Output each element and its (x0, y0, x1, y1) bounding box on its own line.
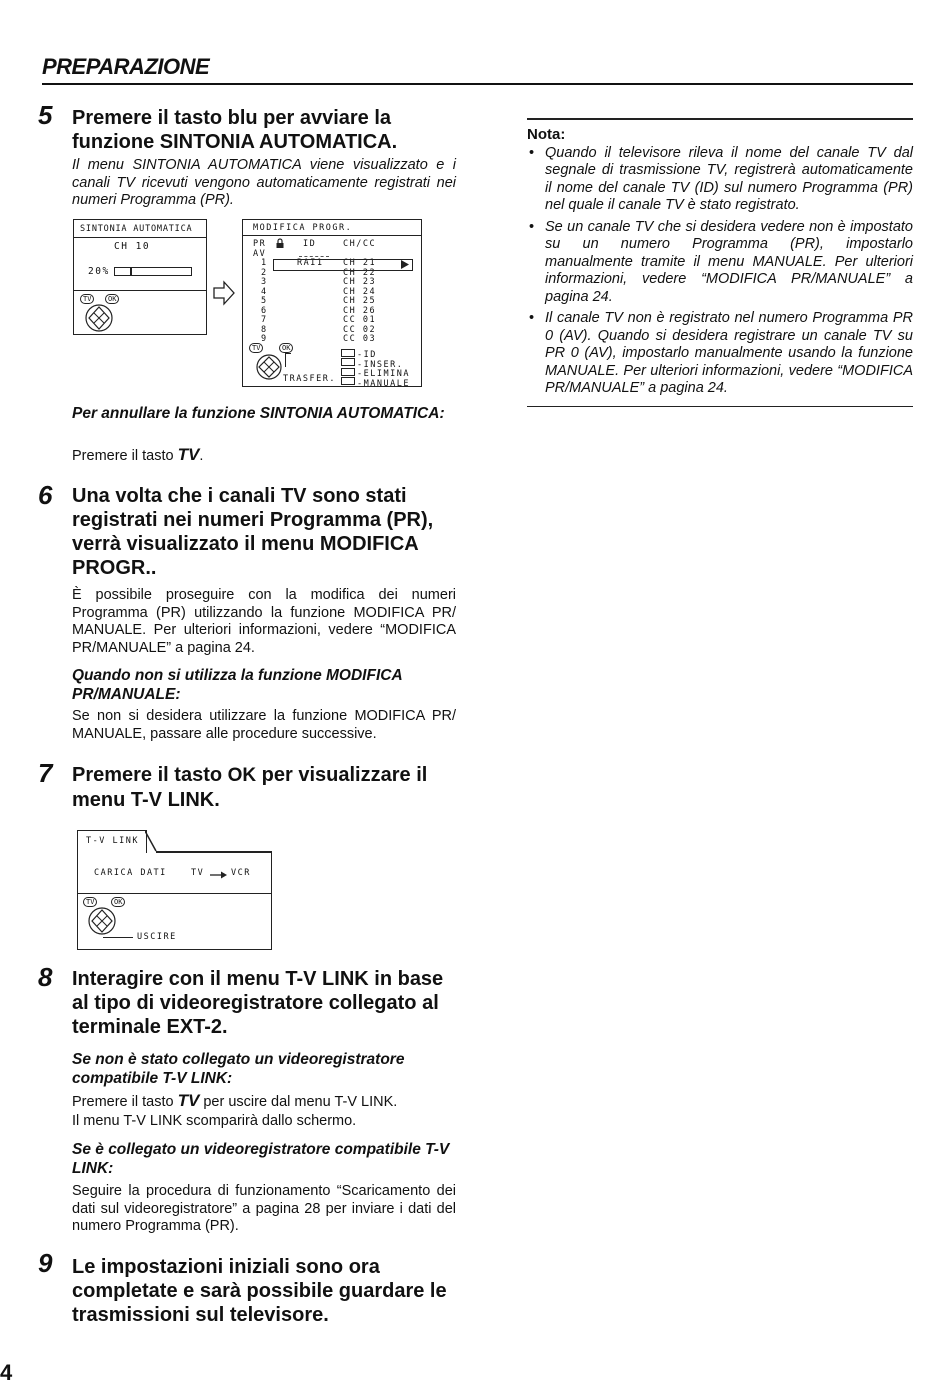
sub1-prefix: Premere il tasto (72, 1094, 178, 1110)
osd-edit-ok-button: OK (279, 343, 293, 353)
page-section-title: PREPARAZIONE (42, 54, 210, 79)
step-6-number: 6 (38, 480, 53, 510)
legend-label: -ELIMINA (357, 369, 410, 379)
osd-auto-title: SINTONIA AUTOMATICA (80, 224, 193, 234)
step-6-sub-heading: Quando non si utilizza la funzione MODIFICA PR/MANUALE: (72, 667, 403, 703)
osd-tvlink-tv-button: TV (83, 897, 97, 907)
legend-label: -MANUALE (357, 378, 410, 389)
osd-auto-percent: 20% (88, 266, 110, 277)
program-row-pr: 4 (261, 286, 268, 297)
step-8-title: Interagire con il menu T-V LINK in base al tipo di videoregistratore collegato al terminale EXT-2. (72, 968, 444, 1038)
step-5-cancel-text (72, 446, 456, 466)
osd-tvlink-footer-rule (77, 893, 271, 894)
program-row-pr: 6 (261, 305, 268, 316)
program-row-pr: 9 (261, 334, 268, 344)
osd-auto-progress-fill (115, 268, 132, 275)
osd-edit-col-id: ID (303, 239, 317, 249)
program-row-ch: CH 26 (343, 305, 377, 316)
note-bottom-rule (527, 406, 913, 408)
legend-label: -INSER. (357, 359, 404, 370)
cancel-text-prefix: Premere il tasto (72, 448, 178, 464)
osd-tvlink-tab-slope (145, 830, 157, 852)
note-item-text: Se un canale TV che si desidera vedere non è impostato su un numero Programma (PR), impostarlo manualmente tramite il menu MANUALE. Per ulteriori informazioni, vedere “MODIFICA PR/MANUALE” a pagina 24. (545, 218, 913, 305)
program-row-ch: CH 24 (343, 286, 377, 297)
step-5-body: Il menu SINTONIA AUTOMATICA viene visualizzato e i canali TV ricevuti vengono automaticamente registrati nei numeri Programma (PR). (72, 157, 456, 208)
osd-edit-dpad-icon (255, 354, 283, 380)
osd-tvlink-tab-label: T-V LINK (86, 836, 139, 846)
osd-edit-av-dash (299, 256, 329, 257)
long-arrow-right-icon (209, 870, 229, 880)
step-6-body: È possibile proseguire con la modifica dei numeri Programma (PR) utilizzando la funzione MODIFICA PR/ MANUALE. Per ulteriori informazioni, vedere “MODIFICA PR/MANUALE” a pagina 24. (72, 587, 456, 656)
osd-tvlink-ok-button: OK (111, 897, 125, 907)
header-divider (42, 83, 913, 85)
osd-tvlink-vcr: VCR (231, 868, 251, 878)
program-row-ch: CC 02 (343, 324, 377, 335)
step-6-sub-body: Se non si desidera utilizzare la funzione MODIFICA PR/ MANUALE, passare alle procedure successive. (72, 708, 456, 742)
right-arrow-icon (212, 280, 236, 306)
bullet-icon: • (529, 310, 535, 326)
step-6-title: Una volta che i canali TV sono stati registrati nei numeri Programma (PR), verrà visualizzato il menu MODIFICA PROGR.. (72, 485, 434, 579)
osd-edit-title: MODIFICA PROGR. (253, 223, 353, 233)
step-8-number: 8 (38, 962, 53, 992)
osd-tvlink-top-rule (156, 851, 272, 853)
step-8-sub1-line1 (72, 1092, 456, 1112)
step-7-title-suffix: per visualizzare il menu T-V LINK. (72, 764, 428, 811)
osd-auto-footer-rule (74, 290, 206, 291)
tv-key-label: TV (177, 445, 200, 464)
program-row-id: RAI1 (297, 258, 324, 268)
osd-edit-trasfer-label: TRASFER. (283, 374, 336, 384)
step-9-number: 9 (38, 1248, 53, 1278)
osd-auto-progress-bar (114, 267, 192, 276)
program-row-pr: 7 (261, 315, 268, 325)
osd-auto-ok-button: OK (105, 294, 119, 304)
legend-label: -ID (357, 350, 377, 360)
bullet-icon: • (529, 144, 535, 161)
legend-item (341, 373, 410, 391)
page-number: 4 (0, 1360, 13, 1385)
program-row-pr: 5 (261, 296, 268, 306)
step-7-number: 7 (38, 758, 53, 788)
sub1-suffix: per uscire dal menu T-V LINK. (199, 1094, 398, 1110)
osd-edit-leader-tick (285, 353, 291, 354)
step-7-title (72, 763, 456, 812)
note-title: Nota: (527, 125, 566, 143)
osd-edit-av-row: AV (253, 249, 267, 259)
note-item (527, 219, 913, 307)
osd-tvlink-tab (77, 830, 147, 853)
note-box (527, 118, 913, 407)
note-item-text: Il canale TV non è registrato nel numero Programma PR 0 (AV). Quando si desidera registrare un canale TV su PR 0 (AV), impostarlo manualmente usando la funzione MANUALE. Per ulteriori informazioni, vedere “MODIFICA PR/MANUALE” a pagina 24. (545, 310, 913, 396)
program-row-ch: CH 21 (343, 258, 377, 268)
bullet-icon: • (529, 218, 535, 235)
osd-edit-tv-button: TV (249, 343, 263, 353)
program-row-pr: 1 (261, 258, 268, 268)
program-row-ch: CH 25 (343, 296, 377, 306)
step-8-sub1-line2: Il menu T-V LINK scomparirà dallo schermo. (72, 1113, 357, 1129)
step-5-cancel-heading: Per annullare la funzione SINTONIA AUTOMATICA: (72, 405, 445, 422)
tv-key-label-2: TV (177, 1091, 200, 1110)
lock-icon (275, 238, 285, 249)
step-8-sub2-heading: Se è collegato un videoregistratore compatibile T-V LINK: (72, 1141, 450, 1177)
step-9-title: Le impostazioni iniziali sono ora completate e sarà possibile guardare le trasmissioni sul televisore. (72, 1256, 447, 1326)
step-5-title: Premere il tasto blu per avviare la funzione SINTONIA AUTOMATICA. (72, 107, 398, 153)
osd-tvlink-tv: TV (191, 868, 205, 878)
osd-tvlink-uscire: USCIRE (137, 932, 177, 942)
legend-color-swatch (341, 377, 355, 385)
step-5-number: 5 (38, 100, 53, 130)
osd-auto-tuning-screen (73, 219, 207, 335)
ok-key-label: OK (227, 765, 257, 786)
selection-arrow-icon (400, 259, 410, 270)
program-row-ch: CC 01 (343, 315, 377, 325)
osd-edit-title-rule (243, 235, 421, 236)
osd-auto-dpad-icon (84, 304, 114, 332)
osd-edit-selected-row (273, 259, 413, 271)
note-item (527, 145, 913, 215)
step-8-sub1-heading: Se non è stato collegato un videoregistratore compatibile T-V LINK: (72, 1051, 405, 1087)
osd-edit-col-pr: PR (253, 239, 267, 249)
osd-auto-title-rule (74, 237, 206, 238)
osd-tvlink-carica: CARICA DATI (94, 868, 167, 878)
note-item-text: Quando il televisore rileva il nome del canale TV dal segnale di trasmissione TV, registrerà automaticamente il nome del canale TV (ID) sul numero Programma (PR) nel quale il canale TV è stato registrato. (545, 144, 913, 213)
osd-edit-program-screen (242, 219, 422, 387)
program-row-ch: CC 03 (343, 334, 377, 344)
osd-edit-col-chcc: CH/CC (343, 239, 377, 249)
osd-tvlink-screen (77, 830, 270, 950)
osd-tvlink-dpad-icon (87, 907, 117, 935)
note-item (527, 310, 913, 398)
note-top-rule (527, 118, 913, 120)
osd-tvlink-leader (103, 937, 133, 938)
cancel-text-suffix: . (199, 448, 204, 464)
program-row-pr: 3 (261, 277, 268, 287)
step-7-title-prefix: Premere il tasto (72, 764, 228, 786)
osd-auto-tv-button: TV (80, 294, 94, 304)
program-row-ch: CH 23 (343, 277, 377, 287)
program-row-pr: 8 (261, 324, 268, 335)
osd-auto-channel: CH 10 (114, 241, 151, 252)
program-row-pr: 2 (261, 267, 268, 278)
program-row-ch: CH 22 (343, 267, 377, 278)
osd-edit-leader-line (285, 353, 286, 367)
step-8-sub2-body: Seguire la procedura di funzionamento “Scaricamento dei dati sul videoregistratore” a pagina 28 per inviare i dati del numero Programma (PR). (72, 1183, 456, 1234)
